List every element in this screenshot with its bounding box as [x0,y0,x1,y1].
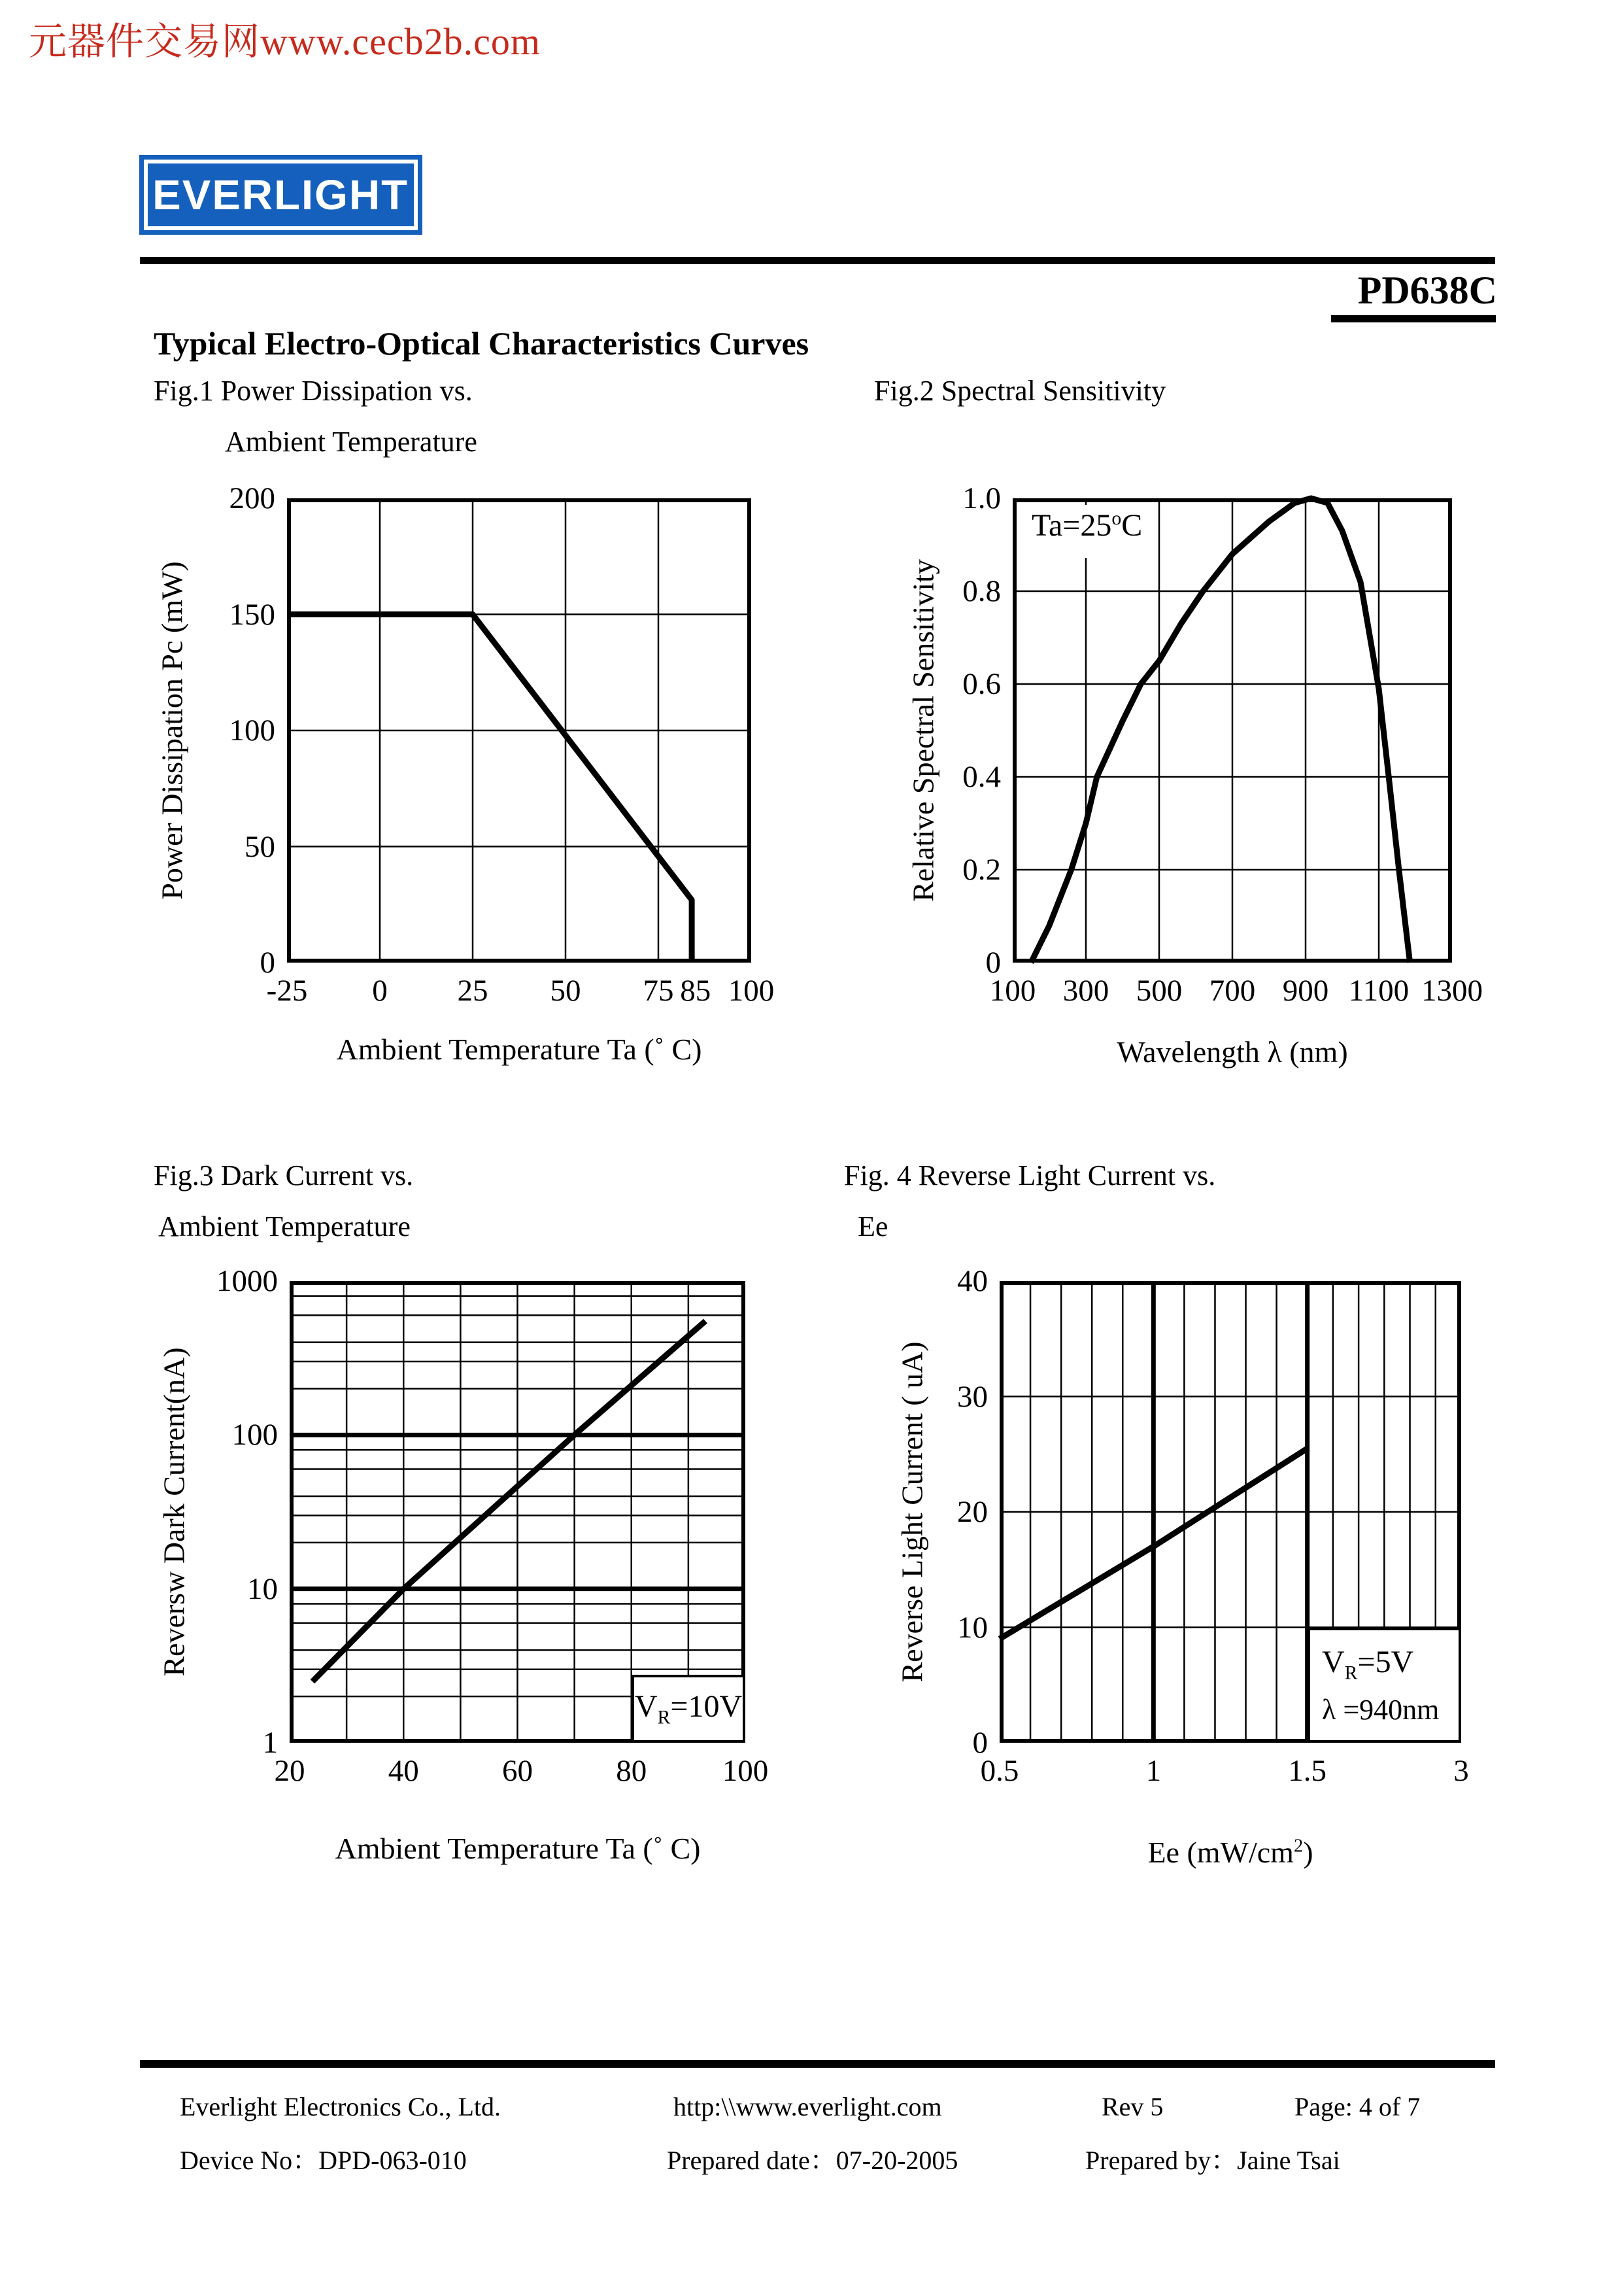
fig3-ytick-label: 100 [231,1418,278,1452]
header-rule [140,257,1495,264]
fig2-annotation [1026,505,1151,558]
fig2-annotation-post: C [1121,508,1143,543]
everlight-logo-frame [144,160,418,230]
fig4-caption-line2: Ee [858,1210,888,1242]
part-number: PD638C [1357,269,1497,312]
fig3-ytick-label: 1000 [216,1264,278,1298]
fig2-curve [1031,498,1410,963]
fig2-xtick-label: 1300 [1421,974,1483,1008]
fig1-xtick-label: 75 [643,974,674,1008]
watermark-text: 元器件交易网www.cecb2b.com [29,20,541,63]
fig3-xtick-label: 100 [722,1754,769,1788]
fig1-xtick-label: -25 [266,974,308,1008]
fig4-ylabel: Reverse Light Current ( uA) [895,1341,929,1683]
fig2-annotation-pre: Ta=25 [1032,508,1112,543]
fig4-annotation-line1 [1322,1644,1459,1685]
fig2-caption-line1: Fig.2 Spectral Sensitivity [874,375,1166,407]
fig1-xlabel: Ambient Temperature Ta (˚ C) [336,1033,702,1066]
fig1-xtick-label: 85 [680,974,711,1008]
fig1-xtick-label: 100 [728,974,775,1008]
footer-prepared-date: Prepared date：07-20-2005 [667,2146,958,2175]
footer-prepared-by: Prepared by：Jaine Tsai [1085,2146,1340,2175]
fig1-ytick-label: 50 [245,829,275,864]
fig4-ytick-label: 20 [957,1495,988,1529]
fig3-xtick-label: 20 [274,1754,305,1788]
fig3-annotation [632,1675,745,1743]
page-title: Typical Electro-Optical Characteristics Curves [154,325,809,362]
fig4-xtick-label: 1.5 [1288,1754,1327,1788]
fig1-ytick-label: 150 [229,597,275,632]
fig1-ytick-label: 0 [260,946,275,980]
fig2-ytick-label: 0.2 [962,853,1001,887]
fig3-ylabel: Reversw Dark Current(nA) [157,1347,191,1677]
fig2-xtick-label: 700 [1209,974,1256,1008]
fig2-ytick-label: 1.0 [962,481,1001,515]
fig2-xlabel: Wavelength λ (nm) [1117,1035,1348,1069]
fig2-ytick-label: 0 [985,946,1001,980]
fig3-ytick-label: 10 [247,1571,278,1606]
fig3-xtick-label: 60 [502,1754,533,1788]
fig1-xtick-label: 50 [550,974,581,1008]
fig4-xtick-label: 0.5 [980,1754,1019,1788]
fig3-xtick-label: 80 [616,1754,647,1788]
fig2-ylabel: Relative Spectral Sensitivity [906,559,940,902]
fig3-ytick-label: 1 [262,1726,278,1760]
fig2-ytick-label: 0.8 [962,574,1001,608]
fig3-plot [290,1281,745,1743]
fig4-ytick-label: 0 [972,1726,988,1760]
footer-url: http:\\www.everlight.com [673,2092,942,2121]
fig4-annotation-line2: λ =940nm [1322,1694,1440,1726]
fig1-xtick-label: 0 [372,974,388,1008]
fig1-xtick-label: 25 [457,974,488,1008]
fig3-annotation-sub: R [657,1706,671,1728]
fig3-curve [313,1321,705,1681]
fig4-ytick-label: 10 [957,1610,988,1645]
fig2-xtick-label: 500 [1136,974,1183,1008]
fig1-caption-line1: Fig.1 Power Dissipation vs. [154,375,473,407]
fig1-ylabel: Power Dissipation Pc (mW) [155,561,189,900]
footer-rule [140,2060,1495,2068]
fig3-caption-line1: Fig.3 Dark Current vs. [154,1159,414,1191]
fig3-xlabel: Ambient Temperature Ta (˚ C) [335,1832,701,1865]
fig4-annotation-sub: R [1344,1662,1358,1684]
fig4-xlabel-sup: 2 [1293,1836,1304,1857]
fig3-xtick-label: 40 [388,1754,419,1788]
everlight-logo [139,155,422,235]
footer-company: Everlight Electronics Co., Ltd. [180,2092,501,2121]
fig1-plot [287,498,751,963]
fig4-xlabel [1147,1835,1313,1870]
fig4-annotation [1308,1628,1461,1743]
fig3-annotation-post: =10V [670,1689,743,1724]
fig2-xtick-label: 900 [1282,974,1329,1008]
fig2-xtick-label: 1100 [1348,974,1410,1008]
fig1-ytick-label: 100 [229,713,275,747]
fig3-annotation-text [635,1688,742,1729]
part-number-underline [1331,315,1496,322]
fig4-annotation-pre: V [1322,1644,1345,1679]
fig4-annotation-post: =5V [1357,1644,1414,1679]
fig2-annotation-sup: o [1111,507,1122,529]
fig2-ytick-label: 0.6 [962,667,1001,701]
fig3-caption-line2: Ambient Temperature [158,1210,411,1242]
fig1-caption-line2: Ambient Temperature [225,426,477,458]
fig4-xlabel-pre: Ee (mW/cm [1147,1836,1294,1869]
fig4-ytick-label: 40 [957,1264,988,1298]
fig2-plot [1013,498,1452,963]
fig1-curve [287,615,692,963]
fig4-xlabel-post: ) [1303,1836,1313,1869]
fig4-caption-line1: Fig. 4 Reverse Light Current vs. [844,1159,1216,1191]
footer-page: Page: 4 of 7 [1294,2092,1421,2121]
fig3-annotation-pre: V [634,1689,658,1724]
fig2-xtick-label: 300 [1062,974,1109,1008]
fig4-ytick-label: 30 [957,1379,988,1414]
footer-device-no: Device No：DPD-063-010 [180,2146,467,2175]
everlight-logo-text: EVERLIGHT [152,171,409,218]
fig1-ytick-label: 200 [229,481,275,515]
fig2-xtick-label: 100 [989,974,1036,1008]
fig4-xtick-label: 1 [1145,1754,1162,1788]
footer-rev: Rev 5 [1102,2092,1164,2121]
fig4-xtick-label: 3 [1453,1754,1469,1788]
fig2-ytick-label: 0.4 [962,760,1001,794]
